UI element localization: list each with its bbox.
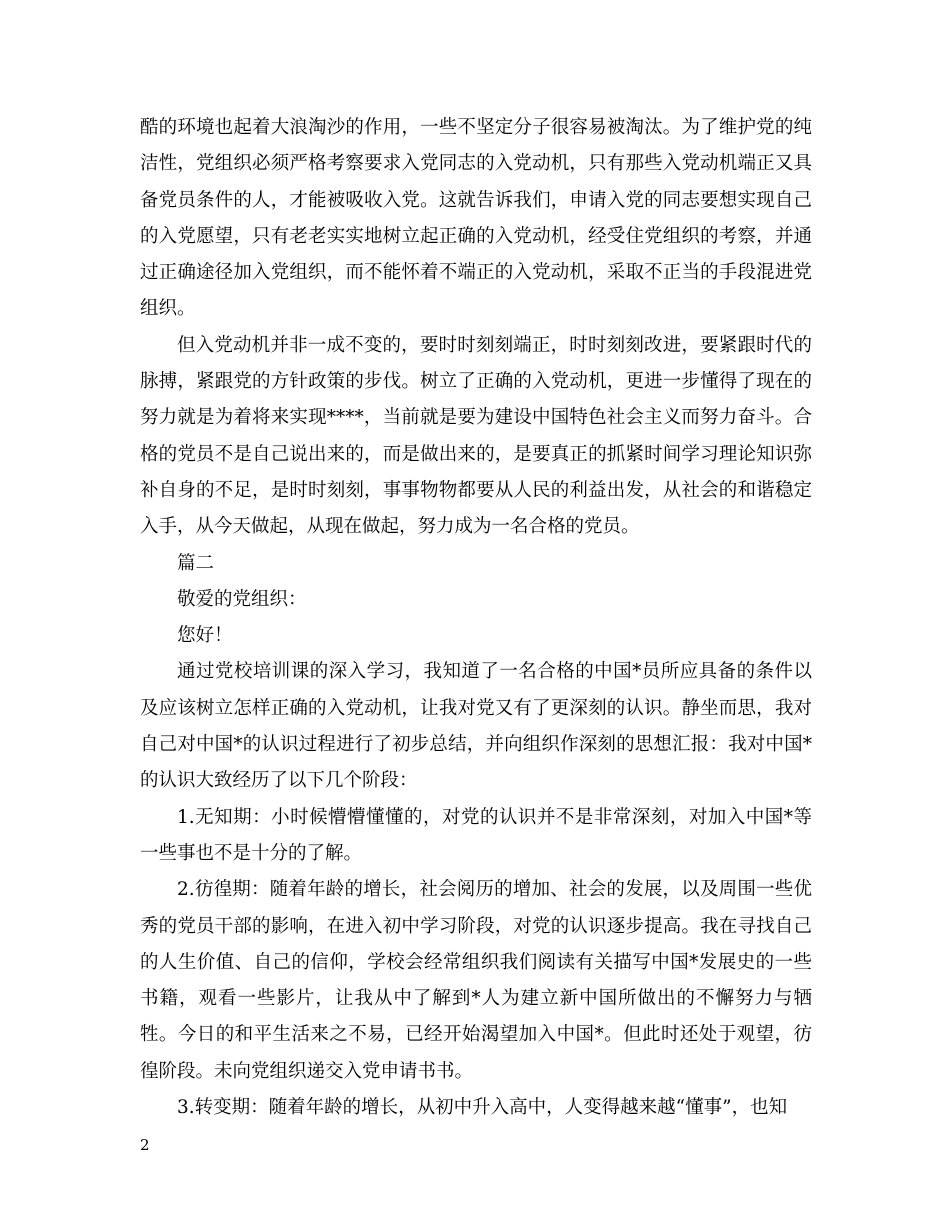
stage-2: 2.彷徨期：随着年龄的增长，社会阅历的增加、社会的发展，以及周围一些优秀的党员干部的影响，在进入初中学习阶段，对党的认识逐步提高。我在寻找自己的人生价值、自己的信仰，学校会经常组织我们阅读有关描写中国*发展史的一些书籍，观看一些影片，让我从中了解到*人为建立新中国所做出的不懈努力与牺牲。今日的和平生活来之不易，已经开始渴望加入中国*。但此时还处于观望，彷徨阶段。未向党组织递交入党申请书书。 [140, 879, 812, 1082]
stage-1: 1.无知期：小时候懵懵懂懂的，对党的认识并不是非常深刻，对加入中国*等一些事也不是十分的了解。 [140, 806, 812, 864]
page-number: 2 [140, 1136, 150, 1154]
section-heading: 篇二 [177, 552, 215, 574]
greeting: 您好！ [177, 625, 233, 647]
document-body [140, 110, 812, 1126]
paragraph-intro: 通过党校培训课的深入学习，我知道了一名合格的中国*员所应具备的条件以及应该树立怎样正确的入党动机，让我对党又有了更深刻的认识。静坐而思，我对自己对中国*的认识过程进行了初步总结，并向组织作深刻的思想汇报：我对中国*的认识大致经历了以下几个阶段： [140, 661, 812, 792]
paragraph-2: 但入党动机并非一成不变的，要时时刻刻端正，时时刻刻改进，要紧跟时代的脉搏，紧跟党的方针政策的步伐。树立了正确的入党动机，更进一步懂得了现在的努力就是为着将来实现****，当前就是要为建设中国特色社会主义而努力奋斗。合格的党员不是自己说出来的，而是做出来的，是要真正的抓紧时间学习理论知识弥补自身的不足，是时时刻刻，事事物物都要从人民的利益出发，从社会的和谐稳定入手，从今天做起，从现在做起，努力成为一名合格的党员。 [140, 334, 812, 538]
salutation: 敬爱的党组织： [177, 588, 307, 610]
paragraph-1: 酷的环境也起着大浪淘沙的作用，一些不坚定分子很容易被淘汰。为了维护党的纯洁性，党组织必须严格考察要求入党同志的入党动机，只有那些入党动机端正又具备党员条件的人，才能被吸收入党。这就告诉我们，申请入党的同志要想实现自己的入党愿望，只有老老实实地树立起正确的入党动机，经受住党组织的考察，并通过正确途径加入党组织，而不能怀着不端正的入党动机，采取不正当的手段混进党组织。 [140, 117, 812, 320]
stage-3: 3.转变期：随着年龄的增长，从初中升入高中，人变得越来越“懂事”，也知 [177, 1097, 788, 1119]
